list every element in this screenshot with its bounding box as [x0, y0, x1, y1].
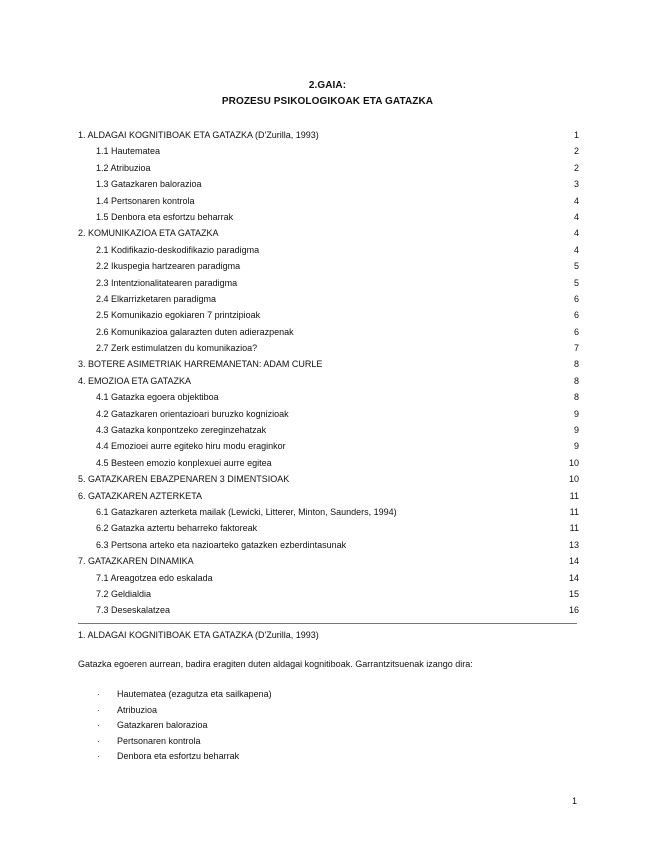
toc-entry-label: 2.5 Komunikazio egokiaren 7 printzipioak: [96, 310, 261, 321]
toc-entry-label: 6.3 Pertsona arteko eta nazioarteko gatazken ezberdintasunak: [96, 539, 347, 550]
toc-entry-page: 1: [573, 130, 579, 140]
toc-entry[interactable]: [0, 356, 655, 372]
intro-paragraph: Gatazka egoeren aurrean, badira eragiten duten aldagai kognitiboak. Garrantzitsuenak izango dira:: [78, 659, 473, 669]
bullet-icon: ·: [97, 705, 100, 715]
toc-entry[interactable]: [0, 127, 655, 143]
toc-entry-page: 11: [569, 506, 579, 517]
toc-entry-label: 7.2 Geldialdia: [96, 588, 152, 599]
toc-entry-label: 2.6 Komunikazioa galarazten duten adierazpenak: [96, 326, 294, 337]
toc-entry[interactable]: [0, 209, 655, 225]
toc-entry[interactable]: [0, 504, 655, 520]
toc-entry[interactable]: [0, 537, 655, 553]
toc-entry-label: 2.1 Kodifikazio-deskodifikazio paradigma: [96, 244, 260, 255]
toc-entry[interactable]: [0, 553, 655, 569]
toc-entry-label: 4.4 Emozioei aurre egiteko hiru modu eraginkor: [96, 441, 286, 452]
toc-entry[interactable]: [0, 340, 655, 356]
toc-entry[interactable]: [0, 176, 655, 192]
toc-entry-label: 2. KOMUNIKAZIOA ETA GATAZKA: [78, 228, 219, 239]
toc-entry-label: 5. GATAZKAREN EBAZPENAREN 3 DIMENTSIOAK: [78, 474, 290, 485]
toc-entry[interactable]: [0, 160, 655, 176]
toc-entry[interactable]: [0, 193, 655, 209]
toc-entry-page: 13: [568, 539, 579, 550]
toc-entry-page: 10: [568, 474, 579, 485]
toc-entry[interactable]: [0, 406, 655, 422]
list-item: [0, 749, 655, 765]
toc-entry[interactable]: [0, 242, 655, 258]
list-item-text: Atribuzioa: [117, 704, 158, 715]
toc-entry-page: 14: [568, 556, 579, 567]
toc-entry-page: 11: [569, 523, 579, 534]
toc-entry-page: 8: [573, 392, 579, 403]
toc-entry-page: 8: [573, 359, 579, 370]
toc-entry[interactable]: [0, 455, 655, 471]
toc-entry[interactable]: [0, 488, 655, 504]
toc-entry-page: 6: [573, 326, 579, 337]
toc-entry-label: 6.1 Gatazkaren azterketa mailak (Lewicki, Litterer, Minton, Saunders, 1994): [96, 506, 397, 517]
toc-entry-label: 1.2 Atribuzioa: [96, 162, 151, 173]
toc-entry-page: 3: [573, 179, 579, 190]
toc-entry[interactable]: [0, 602, 655, 618]
toc-entry-label: 1.1 Hautematea: [96, 146, 161, 157]
toc-entry-label: 4.2 Gatazkaren orientazioari buruzko kognizioak: [96, 408, 289, 419]
toc-entry-label: 6.2 Gatazka aztertu beharreko faktoreak: [96, 523, 258, 534]
toc-entry-label: 7.3 Deseskalatzea: [96, 605, 171, 616]
toc-entry[interactable]: [0, 275, 655, 291]
toc-entry-page: 14: [568, 572, 579, 583]
toc-entry-label: 2.4 Elkarrizketaren paradigma: [96, 293, 217, 304]
toc-entry-page: 4: [573, 228, 579, 239]
toc-entry[interactable]: [0, 307, 655, 323]
bullet-icon: ·: [97, 721, 100, 731]
toc-entry-page: 2: [573, 162, 579, 173]
toc-entry-label: 2.7 Zerk estimulatzen du komunikazioa?: [96, 343, 258, 354]
toc-entry-page: 2: [573, 146, 579, 157]
toc-entry-label: 1.3 Gatazkaren balorazioa: [96, 179, 202, 190]
toc-entry[interactable]: [0, 471, 655, 487]
toc-entry-label: 1. ALDAGAI KOGNITIBOAK ETA GATAZKA (D'Zurilla, 1993): [78, 130, 319, 140]
toc-entry-page: 7: [573, 343, 579, 354]
toc-entry-label: 7.1 Areagotzea edo eskalada: [96, 572, 213, 583]
page-number: 1: [571, 796, 577, 806]
toc-entry[interactable]: [0, 258, 655, 274]
toc-entry[interactable]: [0, 225, 655, 241]
toc-entry[interactable]: [0, 373, 655, 389]
list-item: [0, 734, 655, 750]
toc-entry-page: 9: [573, 408, 579, 419]
toc-entry-page: 10: [568, 457, 579, 468]
bullet-list: [0, 687, 655, 765]
bullet-icon: ·: [97, 752, 100, 762]
list-item-text: Pertsonaren kontrola: [117, 735, 201, 746]
chapter-subtitle: PROZESU PSIKOLOGIKOAK ETA GATAZKA: [221, 96, 434, 107]
divider-line: [78, 623, 577, 624]
list-item: [0, 687, 655, 703]
toc-entry-label: 2.3 Intentzionalitatearen paradigma: [96, 277, 238, 288]
toc-entry-page: 5: [573, 277, 579, 288]
toc-entry[interactable]: [0, 438, 655, 454]
section-heading: 1. ALDAGAI KOGNITIBOAK ETA GATAZKA (D'Zurilla, 1993): [78, 630, 319, 640]
toc-entry-page: 5: [573, 261, 579, 272]
toc-entry-label: 1.4 Pertsonaren kontrola: [96, 195, 195, 206]
list-item: [0, 703, 655, 719]
toc-entry[interactable]: [0, 422, 655, 438]
toc-entry-label: 4.3 Gatazka konpontzeko zereginzehatzak: [96, 425, 267, 436]
toc-entry-label: 3. BOTERE ASIMETRIAK HARREMANETAN: ADAM CURLE: [78, 359, 323, 370]
bullet-icon: ·: [97, 690, 100, 699]
table-of-contents: [0, 127, 655, 619]
toc-entry[interactable]: [0, 586, 655, 602]
toc-entry-page: 6: [573, 293, 579, 304]
toc-entry-page: 9: [573, 441, 579, 452]
toc-entry-label: 1.5 Denbora eta esfortzu beharrak: [96, 211, 234, 222]
toc-entry-label: 2.2 Ikuspegia hartzearen paradigma: [96, 261, 241, 272]
toc-entry-label: 4.5 Besteen emozio konplexuei aurre egitea: [96, 457, 272, 468]
toc-entry-page: 8: [573, 375, 579, 386]
toc-entry-label: 4.1 Gatazka egoera objektiboa: [96, 392, 219, 403]
toc-entry[interactable]: [0, 520, 655, 536]
toc-entry-page: 16: [568, 605, 579, 616]
list-item-text: Hautematea (ezagutza eta sailkapena): [117, 689, 272, 699]
toc-entry-label: 6. GATAZKAREN AZTERKETA: [78, 490, 203, 501]
toc-entry-page: 11: [569, 490, 579, 501]
toc-entry-page: 6: [573, 310, 579, 321]
list-item-text: Gatazkaren balorazioa: [117, 720, 208, 731]
toc-entry-page: 4: [573, 195, 579, 206]
toc-entry[interactable]: [0, 389, 655, 405]
toc-entry[interactable]: [0, 324, 655, 340]
toc-entry[interactable]: [0, 143, 655, 159]
toc-entry[interactable]: [0, 570, 655, 586]
toc-entry[interactable]: [0, 291, 655, 307]
chapter-title: 2.GAIA:: [308, 80, 347, 91]
toc-entry-page: 4: [573, 244, 579, 255]
list-item-text: Denbora eta esfortzu beharrak: [117, 751, 240, 762]
bullet-icon: ·: [97, 736, 100, 746]
toc-entry-page: 4: [573, 211, 579, 222]
list-item: [0, 718, 655, 734]
toc-entry-label: 4. EMOZIOA ETA GATAZKA: [78, 375, 192, 386]
toc-entry-page: 15: [568, 588, 579, 599]
toc-entry-label: 7. GATAZKAREN DINAMIKA: [78, 556, 194, 567]
toc-entry-page: 9: [573, 425, 579, 436]
